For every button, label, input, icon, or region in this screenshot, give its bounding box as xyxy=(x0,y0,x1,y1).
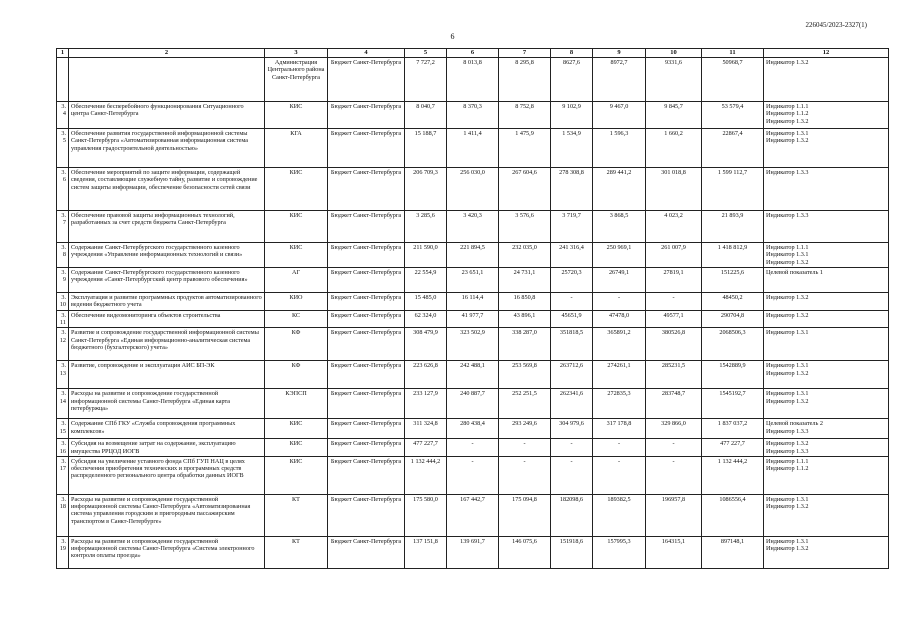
value-cell: 206 709,3 xyxy=(405,168,447,211)
activity-name: Субсидия на увеличение уставного фонда СПб ГУП НАЦ в целях обеспечения приобретения технических и программных средств распределенного регионального центра обработки данных ИОГВ xyxy=(69,456,265,494)
value-cell: 8 370,3 xyxy=(447,102,499,129)
value-cell: 242 488,1 xyxy=(447,361,499,389)
indicator-label: Индикатор 1.3.3 xyxy=(766,212,809,219)
activity-name: Обеспечение правовой защиты информационных технологий, разработанных за счет средств бюджета Санкт-Петербурга xyxy=(69,211,265,243)
funding-source: Бюджет Санкт-Петербурга xyxy=(328,168,405,211)
indicators-cell xyxy=(764,494,889,536)
value-cell: 1 534,9 xyxy=(551,129,593,168)
funding-source: Бюджет Санкт-Петербурга xyxy=(328,494,405,536)
funding-source: Бюджет Санкт-Петербурга xyxy=(328,439,405,457)
activity-name: Содержание Санкт-Петербургского государственного казенного учреждения «Санкт-Петербургский центр правового обеспечения» xyxy=(69,267,265,292)
activity-name: Эксплуатация и развитие программных продуктов автоматизированного ведения бюджетного учета xyxy=(69,292,265,310)
value-cell: - xyxy=(551,456,593,494)
value-cell: 3 285,6 xyxy=(405,211,447,243)
column-header: 1 xyxy=(57,49,69,58)
value-cell: 45651,9 xyxy=(551,310,593,328)
activity-name: Обеспечение развития государственной информационной системы Санкт-Петербурга «Автоматизированная информационная система управления градостроительной деятельностью» xyxy=(69,129,265,168)
row-number: 3.8 xyxy=(57,243,69,268)
value-cell: 3 576,6 xyxy=(499,211,551,243)
indicator-label: Целевой показатель 1 xyxy=(766,268,823,276)
value-cell: 26749,1 xyxy=(593,267,646,292)
value-cell: 477 227,7 xyxy=(405,439,447,457)
table-row xyxy=(57,292,889,310)
total-cell: 53 579,4 xyxy=(702,102,764,129)
activity-name: Расходы на развитие и сопровождение государственной информационной системы Санкт-Петербурга «Автоматизированная система управления городским и пригородным пассажирским транспортом в Санкт-Петербурге» xyxy=(69,494,265,536)
value-cell: 3 420,3 xyxy=(447,211,499,243)
activity-name: Обеспечение мероприятий по защите информации, содержащей сведения, составляющие служебную тайну, развитие и сопровождение систем защиты информации, обеспечение безопасности сетей связи xyxy=(69,168,265,211)
value-cell: 274261,1 xyxy=(593,361,646,389)
indicator-label: Индикатор 1.3.2 xyxy=(766,503,809,511)
funding-source: Бюджет Санкт-Петербурга xyxy=(328,310,405,328)
total-cell: 21 893,9 xyxy=(702,211,764,243)
indicator-label: Индикатор 1.3.1 xyxy=(766,251,809,259)
table-row xyxy=(57,439,889,457)
executor: АГ xyxy=(265,267,328,292)
table-row xyxy=(57,456,889,494)
row-number: 3.16 xyxy=(57,439,69,457)
total-cell: 48450,2 xyxy=(702,292,764,310)
activity-name: Развитие, сопровождение и эксплуатация АИС БП-ЭК xyxy=(69,361,265,389)
value-cell: 41 977,7 xyxy=(447,310,499,328)
indicator-label: Индикатор 1.3.2 xyxy=(766,293,809,301)
column-header: 3 xyxy=(265,49,328,58)
table-row xyxy=(57,129,889,168)
total-cell: 151225,6 xyxy=(702,267,764,292)
table-row xyxy=(57,328,889,361)
total-cell: 1 132 444,2 xyxy=(702,456,764,494)
table-row xyxy=(57,310,889,328)
indicators-cell xyxy=(764,211,889,243)
executor: КТ xyxy=(265,536,328,568)
value-cell: - xyxy=(499,456,551,494)
funding-source: Бюджет Санкт-Петербурга xyxy=(328,419,405,439)
value-cell: 151918,6 xyxy=(551,536,593,568)
value-cell: 22 554,9 xyxy=(405,267,447,292)
value-cell: 262341,6 xyxy=(551,389,593,419)
funding-source: Бюджет Санкт-Петербурга xyxy=(328,536,405,568)
indicator-label: Целевой показатель 2 xyxy=(766,420,823,428)
indicator-label: Индикатор 1.1.1 xyxy=(766,457,809,465)
value-cell: - xyxy=(499,439,551,457)
executor: КС xyxy=(265,310,328,328)
table-row xyxy=(57,361,889,389)
value-cell: 25720,3 xyxy=(551,267,593,292)
header-row xyxy=(57,49,889,58)
row-number: 3.19 xyxy=(57,536,69,568)
indicator-label: Индикатор 1.3.2 xyxy=(766,311,809,319)
executor: КИС xyxy=(265,439,328,457)
value-cell: 283748,7 xyxy=(646,389,702,419)
value-cell: 164315,1 xyxy=(646,536,702,568)
row-number: 3.15 xyxy=(57,419,69,439)
total-cell: 1 837 037,2 xyxy=(702,419,764,439)
activity-name: Субсидия на возмещение затрат на содержание, эксплуатацию имущества РРЦОД ИОГВ xyxy=(69,439,265,457)
value-cell: 9 102,9 xyxy=(551,102,593,129)
value-cell: 137 151,8 xyxy=(405,536,447,568)
value-cell: 1 475,9 xyxy=(499,129,551,168)
value-cell: - xyxy=(593,439,646,457)
indicator-label: Индикатор 1.1.1 xyxy=(766,103,809,110)
funding-source: Бюджет Санкт-Петербурга xyxy=(328,361,405,389)
row-number: 3.14 xyxy=(57,389,69,419)
indicator-label: Индикатор 1.3.1 xyxy=(766,537,809,545)
row-number: 3.11 xyxy=(57,310,69,328)
value-cell: 24 731,1 xyxy=(499,267,551,292)
indicator-label: Индикатор 1.3.3 xyxy=(766,169,809,176)
value-cell: 49577,1 xyxy=(646,310,702,328)
indicator-label: Индикатор 1.3.1 xyxy=(766,390,809,398)
table-row xyxy=(57,168,889,211)
value-cell: 15 485,0 xyxy=(405,292,447,310)
indicator-label: Индикатор 1.3.3 xyxy=(766,447,809,455)
value-cell: 280 438,4 xyxy=(447,419,499,439)
value-cell: 1 596,3 xyxy=(593,129,646,168)
value-cell: 211 590,0 xyxy=(405,243,447,268)
value-cell: - xyxy=(551,292,593,310)
value-cell: 252 251,5 xyxy=(499,389,551,419)
value-cell: 241 316,4 xyxy=(551,243,593,268)
value-cell: 47478,0 xyxy=(593,310,646,328)
value-cell: 8 295,8 xyxy=(499,58,551,102)
value-cell: - xyxy=(593,456,646,494)
program-activities-table xyxy=(56,48,889,569)
value-cell: 256 030,0 xyxy=(447,168,499,211)
total-cell: 1 418 812,9 xyxy=(702,243,764,268)
executor: КИС xyxy=(265,419,328,439)
value-cell: 8 040,7 xyxy=(405,102,447,129)
value-cell: 196957,8 xyxy=(646,494,702,536)
page-number: 6 xyxy=(450,32,455,41)
indicators-cell xyxy=(764,267,889,292)
row-number: 3.4 xyxy=(57,102,69,129)
funding-source: Бюджет Санкт-Петербурга xyxy=(328,328,405,361)
table-row xyxy=(57,389,889,419)
row-number: 3.9 xyxy=(57,267,69,292)
indicators-cell xyxy=(764,328,889,361)
value-cell: 3 719,7 xyxy=(551,211,593,243)
table-body xyxy=(57,58,889,569)
row-number: 3.7 xyxy=(57,211,69,243)
indicator-label: Индикатор 1.1.2 xyxy=(766,465,809,473)
indicator-label: Индикатор 1.3.1 xyxy=(766,329,809,337)
value-cell: 263712,6 xyxy=(551,361,593,389)
value-cell: - xyxy=(551,439,593,457)
total-cell: 897148,1 xyxy=(702,536,764,568)
value-cell: - xyxy=(646,456,702,494)
document-number: 226045/2023-2327(1) xyxy=(805,21,867,29)
total-cell: 477 227,7 xyxy=(702,439,764,457)
value-cell: 1 132 444,2 xyxy=(405,456,447,494)
total-cell: 2068506,3 xyxy=(702,328,764,361)
row-number: 3.5 xyxy=(57,129,69,168)
column-header: 9 xyxy=(593,49,646,58)
column-header: 2 xyxy=(69,49,265,58)
executor: КИС xyxy=(265,456,328,494)
funding-source: Бюджет Санкт-Петербурга xyxy=(328,211,405,243)
funding-source: Бюджет Санкт-Петербурга xyxy=(328,102,405,129)
indicator-label: Индикатор 1.1.2 xyxy=(766,110,809,118)
value-cell: 272835,3 xyxy=(593,389,646,419)
executor: КИС xyxy=(265,102,328,129)
value-cell: 3 868,5 xyxy=(593,211,646,243)
indicators-cell xyxy=(764,243,889,268)
value-cell: 146 075,6 xyxy=(499,536,551,568)
value-cell: 139 691,7 xyxy=(447,536,499,568)
value-cell: 16 114,4 xyxy=(447,292,499,310)
value-cell: 9 845,7 xyxy=(646,102,702,129)
indicators-cell xyxy=(764,102,889,129)
funding-source: Бюджет Санкт-Петербурга xyxy=(328,267,405,292)
column-header: 8 xyxy=(551,49,593,58)
row-number: 3.18 xyxy=(57,494,69,536)
value-cell: - xyxy=(593,292,646,310)
value-cell: 223 626,8 xyxy=(405,361,447,389)
indicator-label: Индикатор 1.3.2 xyxy=(766,258,809,266)
indicator-label: Индикатор 1.1.1 xyxy=(766,244,809,251)
executor: КИС xyxy=(265,243,328,268)
value-cell: 8 752,8 xyxy=(499,102,551,129)
value-cell: 233 127,9 xyxy=(405,389,447,419)
activity-name: Содержание Санкт-Петербургского государственного казенного учреждения «Управление информационных технологий и связи» xyxy=(69,243,265,268)
indicator-label: Индикатор 1.3.2 xyxy=(766,397,809,405)
value-cell: - xyxy=(646,292,702,310)
value-cell: 8627,6 xyxy=(551,58,593,102)
value-cell: 27819,1 xyxy=(646,267,702,292)
value-cell: 8972,7 xyxy=(593,58,646,102)
table-row xyxy=(57,536,889,568)
executor: КИС xyxy=(265,211,328,243)
value-cell: 365891,2 xyxy=(593,328,646,361)
indicator-label: Индикатор 1.3.1 xyxy=(766,495,809,503)
funding-source: Бюджет Санкт-Петербурга xyxy=(328,389,405,419)
value-cell: 311 324,8 xyxy=(405,419,447,439)
row-number: 3.6 xyxy=(57,168,69,211)
indicator-label: Индикатор 1.3.2 xyxy=(766,440,809,448)
row-number xyxy=(57,58,69,102)
value-cell: 43 896,1 xyxy=(499,310,551,328)
value-cell: 253 569,8 xyxy=(499,361,551,389)
indicators-cell xyxy=(764,419,889,439)
value-cell: 261 007,9 xyxy=(646,243,702,268)
table-row xyxy=(57,419,889,439)
value-cell: 221 894,5 xyxy=(447,243,499,268)
value-cell: 23 651,1 xyxy=(447,267,499,292)
table-row xyxy=(57,211,889,243)
activity-name: Расходы на развитие и сопровождение государственной информационной системы Санкт-Петербурга «Система электронного контроля оплаты проезда» xyxy=(69,536,265,568)
column-header: 6 xyxy=(447,49,499,58)
value-cell: 15 188,7 xyxy=(405,129,447,168)
activity-name: Содержание СПб ГКУ «Служба сопровождения программных комплексов» xyxy=(69,419,265,439)
row-number: 3.17 xyxy=(57,456,69,494)
value-cell: 308 479,9 xyxy=(405,328,447,361)
indicator-label: Индикатор 1.3.2 xyxy=(766,369,809,377)
value-cell: 167 442,7 xyxy=(447,494,499,536)
column-header: 10 xyxy=(646,49,702,58)
indicator-label: Индикатор 1.3.2 xyxy=(766,137,809,145)
value-cell: 278 308,8 xyxy=(551,168,593,211)
column-header: 12 xyxy=(764,49,889,58)
total-cell: 1 599 112,7 xyxy=(702,168,764,211)
executor: КФ xyxy=(265,328,328,361)
row-number: 3.12 xyxy=(57,328,69,361)
value-cell: 7 727,2 xyxy=(405,58,447,102)
value-cell: - xyxy=(447,456,499,494)
column-header: 7 xyxy=(499,49,551,58)
value-cell: 9 467,0 xyxy=(593,102,646,129)
value-cell: 293 249,6 xyxy=(499,419,551,439)
indicators-cell xyxy=(764,292,889,310)
value-cell: 8 013,8 xyxy=(447,58,499,102)
table-row xyxy=(57,58,889,102)
value-cell: 351818,5 xyxy=(551,328,593,361)
indicators-cell xyxy=(764,168,889,211)
value-cell: 338 287,0 xyxy=(499,328,551,361)
value-cell: 4 023,2 xyxy=(646,211,702,243)
total-cell: 1542889,9 xyxy=(702,361,764,389)
column-header: 11 xyxy=(702,49,764,58)
total-cell: 50968,7 xyxy=(702,58,764,102)
indicators-cell xyxy=(764,310,889,328)
value-cell: 304 979,6 xyxy=(551,419,593,439)
value-cell: 62 324,0 xyxy=(405,310,447,328)
total-cell: 290704,8 xyxy=(702,310,764,328)
activity-name: Развитие и сопровождение государственной информационной системы Санкт-Петербурга «Единая информационно-аналитическая система бюджетного (бухгалтерского) учета» xyxy=(69,328,265,361)
value-cell: 189382,5 xyxy=(593,494,646,536)
table-row xyxy=(57,243,889,268)
value-cell: 250 969,1 xyxy=(593,243,646,268)
activity-name xyxy=(69,58,265,102)
value-cell: 9331,6 xyxy=(646,58,702,102)
value-cell: 285231,5 xyxy=(646,361,702,389)
value-cell: 182098,6 xyxy=(551,494,593,536)
executor: КЭПСП xyxy=(265,389,328,419)
funding-source: Бюджет Санкт-Петербурга xyxy=(328,58,405,102)
indicator-label: Индикатор 1.3.1 xyxy=(766,362,809,370)
value-cell: 323 502,9 xyxy=(447,328,499,361)
activity-name: Обеспечение бесперебойного функционирования Ситуационного центра Санкт-Петербурга xyxy=(69,102,265,129)
funding-source: Бюджет Санкт-Петербурга xyxy=(328,243,405,268)
funding-source: Бюджет Санкт-Петербурга xyxy=(328,292,405,310)
value-cell: 157995,3 xyxy=(593,536,646,568)
indicators-cell xyxy=(764,439,889,457)
row-number: 3.13 xyxy=(57,361,69,389)
indicator-label: Индикатор 1.3.3 xyxy=(766,427,809,435)
value-cell: 380526,8 xyxy=(646,328,702,361)
indicators-cell xyxy=(764,361,889,389)
indicators-cell xyxy=(764,456,889,494)
value-cell: - xyxy=(447,439,499,457)
value-cell: 175 580,0 xyxy=(405,494,447,536)
activity-name: Расходы на развитие и сопровождение государственной информационной системы Санкт-Петербурга «Единая карта петербуржца» xyxy=(69,389,265,419)
executor: КТ xyxy=(265,494,328,536)
total-cell: 1086556,4 xyxy=(702,494,764,536)
value-cell: - xyxy=(646,439,702,457)
value-cell: 16 850,8 xyxy=(499,292,551,310)
indicators-cell xyxy=(764,129,889,168)
indicator-label: Индикатор 1.3.2 xyxy=(766,59,809,66)
value-cell: 329 866,0 xyxy=(646,419,702,439)
funding-source: Бюджет Санкт-Петербурга xyxy=(328,129,405,168)
value-cell: 289 441,2 xyxy=(593,168,646,211)
value-cell: 301 018,8 xyxy=(646,168,702,211)
executor: КИС xyxy=(265,168,328,211)
value-cell: 175 094,8 xyxy=(499,494,551,536)
indicator-label: Индикатор 1.3.2 xyxy=(766,545,809,553)
indicators-cell xyxy=(764,389,889,419)
executor: КИО xyxy=(265,292,328,310)
executor: Администрация Центрального района Санкт-Петербурга xyxy=(265,58,328,102)
executor: КГА xyxy=(265,129,328,168)
executor: КФ xyxy=(265,361,328,389)
value-cell: 1 411,4 xyxy=(447,129,499,168)
value-cell: 1 660,2 xyxy=(646,129,702,168)
value-cell: 232 035,0 xyxy=(499,243,551,268)
funding-source: Бюджет Санкт-Петербурга xyxy=(328,456,405,494)
indicator-label: Индикатор 1.3.2 xyxy=(766,117,809,125)
table-row xyxy=(57,267,889,292)
indicators-cell xyxy=(764,58,889,102)
indicators-cell xyxy=(764,536,889,568)
value-cell: 267 604,6 xyxy=(499,168,551,211)
total-cell: 22867,4 xyxy=(702,129,764,168)
value-cell: 240 887,7 xyxy=(447,389,499,419)
table-row xyxy=(57,494,889,536)
total-cell: 1545192,7 xyxy=(702,389,764,419)
value-cell: 317 178,8 xyxy=(593,419,646,439)
activity-name: Обеспечение видеомониторинга объектов строительства xyxy=(69,310,265,328)
column-header: 4 xyxy=(328,49,405,58)
row-number: 3.10 xyxy=(57,292,69,310)
table-row xyxy=(57,102,889,129)
indicator-label: Индикатор 1.3.1 xyxy=(766,130,809,137)
column-header: 5 xyxy=(405,49,447,58)
